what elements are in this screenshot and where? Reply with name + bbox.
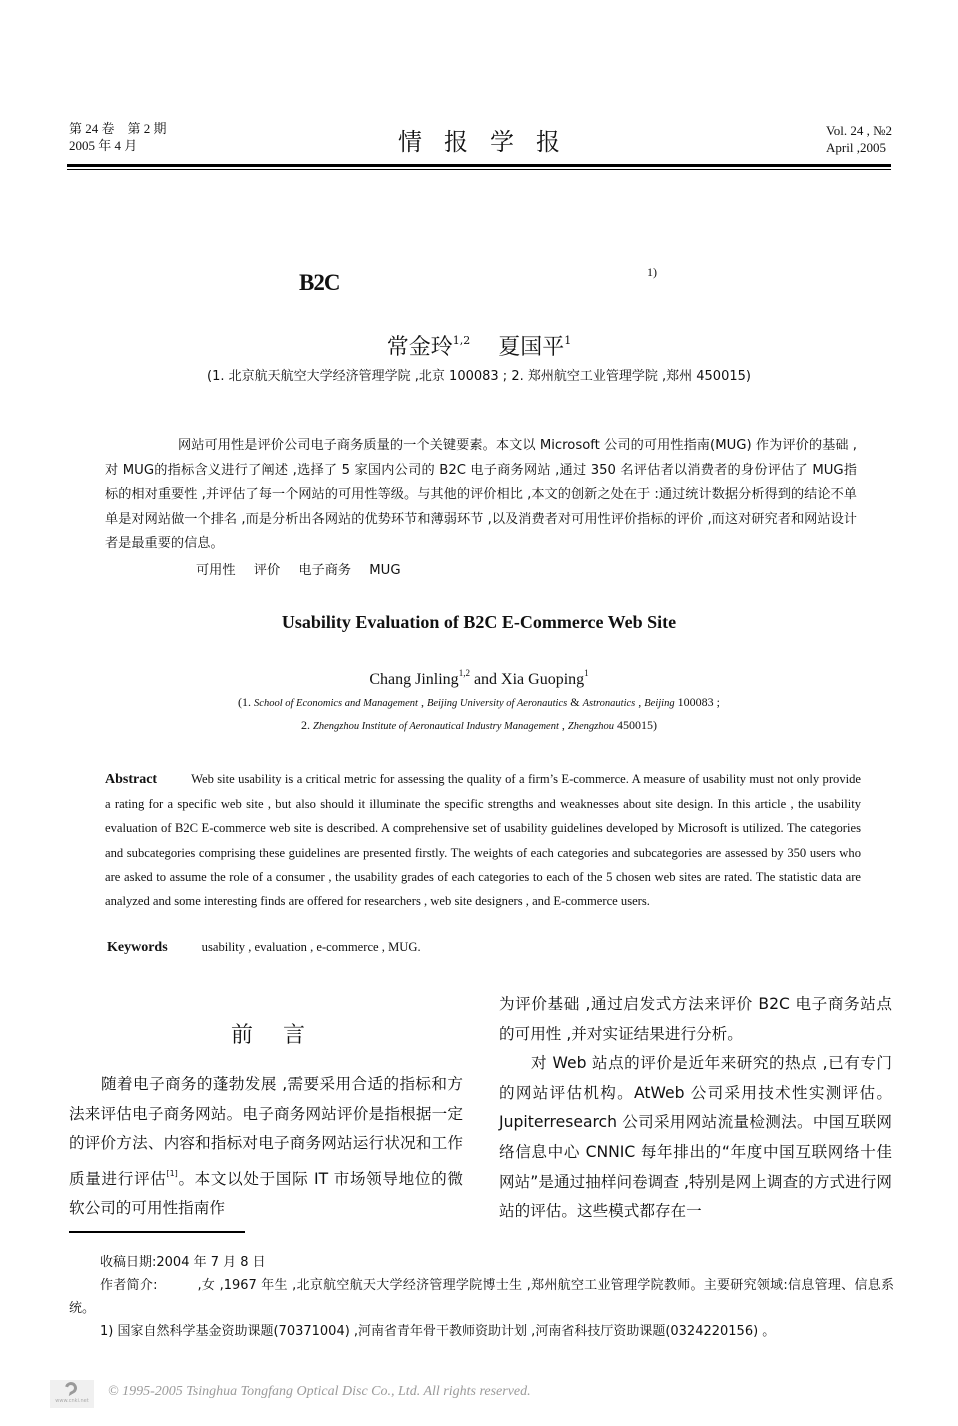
footnote-author-bio — [69, 1274, 894, 1320]
header-rule-thick — [67, 164, 891, 167]
author-name-en: Chang Jinling — [369, 671, 459, 688]
cnki-logo-icon — [63, 1380, 79, 1396]
paragraph: 对 Web 站点的评价是近年来研究的热点 ,已有专门的网站评估机构。AtWeb 公司采用技术性实测评估。Jupiterresearch 公司采用网站流量检测法。中国互联网络信息中心 CNNIC 每年排出的“年度中国互联网络十佳网站”是通过抽样问卷调查 ,特别是网上调查的方式进行网站的评估。这些模式都存在一 — [499, 1054, 892, 1221]
affil-prefix: 2. — [301, 718, 314, 732]
bio-label: 作者简介: — [100, 1278, 158, 1293]
body-column-right — [499, 990, 892, 1227]
date-cn: 2005 年 4 月 — [69, 138, 138, 153]
affil-university: Beijing University of Aeronautics — [426, 698, 568, 709]
author-affil-marker: 1,2 — [458, 668, 470, 678]
affil-school: School of Economics and Management — [254, 698, 418, 709]
author-affil-marker: 1 — [584, 668, 589, 678]
volume-issue-cn: 第 24 卷 第 2 期 — [69, 121, 167, 136]
affil-city: Beijing — [644, 698, 675, 709]
keywords-text: usability , evaluation , e-commerce , MUG. — [201, 940, 421, 954]
section-heading: 前言 — [231, 1023, 336, 1048]
affil-ampersand: & — [570, 695, 580, 709]
header-rule-thin — [67, 169, 891, 170]
authors-en — [0, 668, 958, 689]
author-name: 夏国平 — [498, 335, 565, 360]
date-en: April ,2005 — [826, 140, 886, 155]
affil-city: Zhengzhou — [567, 721, 614, 732]
keyword: MUG — [369, 563, 401, 578]
body-column-left — [69, 1070, 463, 1224]
footnote-funding: 1) 国家自然科学基金资助课题(70371004) ,河南省青年骨干教师资助计划 ,河南省科技厅资助课题(0324220156) 。 — [100, 1324, 776, 1339]
footnote-received-date: 收稿日期:2004 年 7 月 8 日 — [100, 1255, 266, 1270]
abstract-text: Web site usability is a critical metric for assessing the quality of a firm’s E-commerce. A measure of usability must not only provide a rating for a specific web site , but also should it illuminate the specific strengths and weaknesses about site design. In this article , the usability evaluation of B2C E-commerce web site is described. A comprehensive set of usability guidelines developed by Microsoft is utilized. The categories and subcategories comprising these guidelines are presented firstly. The weights of each categories and subcategories are assessed by 350 users who are asked to assume the role of a consumer , the usability grades of each categories to each of the 5 chosen web sites are rated. The statistic data are analyzed and some interesting finds are offered for researchers , web site designers , and E-commerce users. — [105, 772, 861, 909]
author-name: 常金玲 — [386, 335, 453, 360]
keywords-label: Keywords — [107, 940, 168, 955]
author-conjunction: and — [473, 671, 498, 688]
author-name-en: Xia Guoping — [501, 671, 585, 688]
title-footnote-marker: 1) — [647, 265, 657, 279]
paper-title-cn: B2C — [299, 270, 340, 295]
abstract-en — [105, 767, 861, 913]
paragraph: 为评价基础 ,通过启发式方法来评价 B2C 电子商务站点的可用性 ,并对实证结果进行分析。 — [499, 995, 892, 1043]
volume-issue-en: Vol. 24 , №2 — [826, 123, 892, 138]
authors-cn — [0, 330, 958, 361]
keywords-cn — [196, 559, 415, 578]
affil-postcode: 450015) — [616, 718, 657, 732]
bio-text: ,女 ,1967 年生 ,北京航空航天大学经济管理学院博士生 ,郑州航空工业管理学院教师。主要研究领域:信息管理、信息系统。 — [69, 1278, 894, 1316]
keywords-en — [107, 940, 421, 956]
affil-university-cont: Astronautics — [582, 698, 636, 709]
paper-title-en: Usability Evaluation of B2C E-Commerce Web Site — [281, 612, 677, 632]
author-affil-marker: 1,2 — [452, 334, 471, 347]
paragraph-text: 。本文以处于国际 IT 市场领导地位的微软公司的可用性指南作 — [69, 1169, 463, 1218]
affil-prefix: (1. — [238, 695, 255, 709]
affiliation-en-2: 2. Zhengzhou Institute of Aeronautical Industry Management , Zhengzhou 450015) — [301, 718, 657, 732]
keyword: 可用性 — [196, 563, 236, 578]
affiliation-cn: (1. 北京航天航空大学经济管理学院 ,北京 100083 ; 2. 郑州航空工业管理学院 ,郑州 450015) — [207, 369, 751, 384]
keyword: 电子商务 — [298, 563, 352, 578]
affiliation-en-1: (1. School of Economics and Management , Beijing University of Aeronautics & Astronautics , Beijing 100083 ; — [238, 695, 720, 709]
journal-name: 情报学报 — [398, 128, 582, 156]
citation[interactable]: [1] — [166, 1168, 178, 1178]
paragraph — [69, 1070, 463, 1224]
cnki-logo-url: www.cnki.net — [55, 1398, 89, 1404]
journal-issue-info-en — [826, 122, 892, 156]
copyright-notice: © 1995-2005 Tsinghua Tongfang Optical Disc Co., Ltd. All rights reserved. — [108, 1384, 531, 1399]
affil-postcode: 100083 ; — [677, 695, 720, 709]
affil-institute: Zhengzhou Institute of Aeronautical Industry Management — [313, 721, 559, 732]
author-affil-marker: 1 — [564, 334, 572, 347]
abstract-cn: 网站可用性是评价公司电子商务质量的一个关键要素。本文以 Microsoft 公司的可用性指南(MUG) 作为评价的基础 ,对 MUG的指标含义进行了阐述 ,选择了 5 家国内公司的 B2C 电子商务网站 ,通过 350 名评估者以消费者的身份评估了 MUG指标的相对重要性 ,并评估了每一个网站的可用性等级。与其他的评价相比 ,本文的创新之处在于 :通过统计数据分析得到的结论不单单是对网站做一个排名 ,而是分析出各网站的优势环节和薄弱环节 ,以及消费者对可用性评价指标的评价 ,而这对研究者和网站设计者是最重要的信息。 — [105, 438, 857, 551]
cnki-logo — [50, 1380, 94, 1408]
paragraph-text: 随着电子商务的蓬勃发展 ,需要采用合适的指标和方法来评估电子商务网站。电子商务网站评价是指根据一定的评价方法、内容和指标对电子商务网站运行状况和工作质量进行评估 — [69, 1075, 463, 1188]
abstract-label: Abstract — [105, 772, 158, 787]
footnote-rule — [69, 1231, 245, 1233]
keyword: 评价 — [253, 563, 281, 578]
